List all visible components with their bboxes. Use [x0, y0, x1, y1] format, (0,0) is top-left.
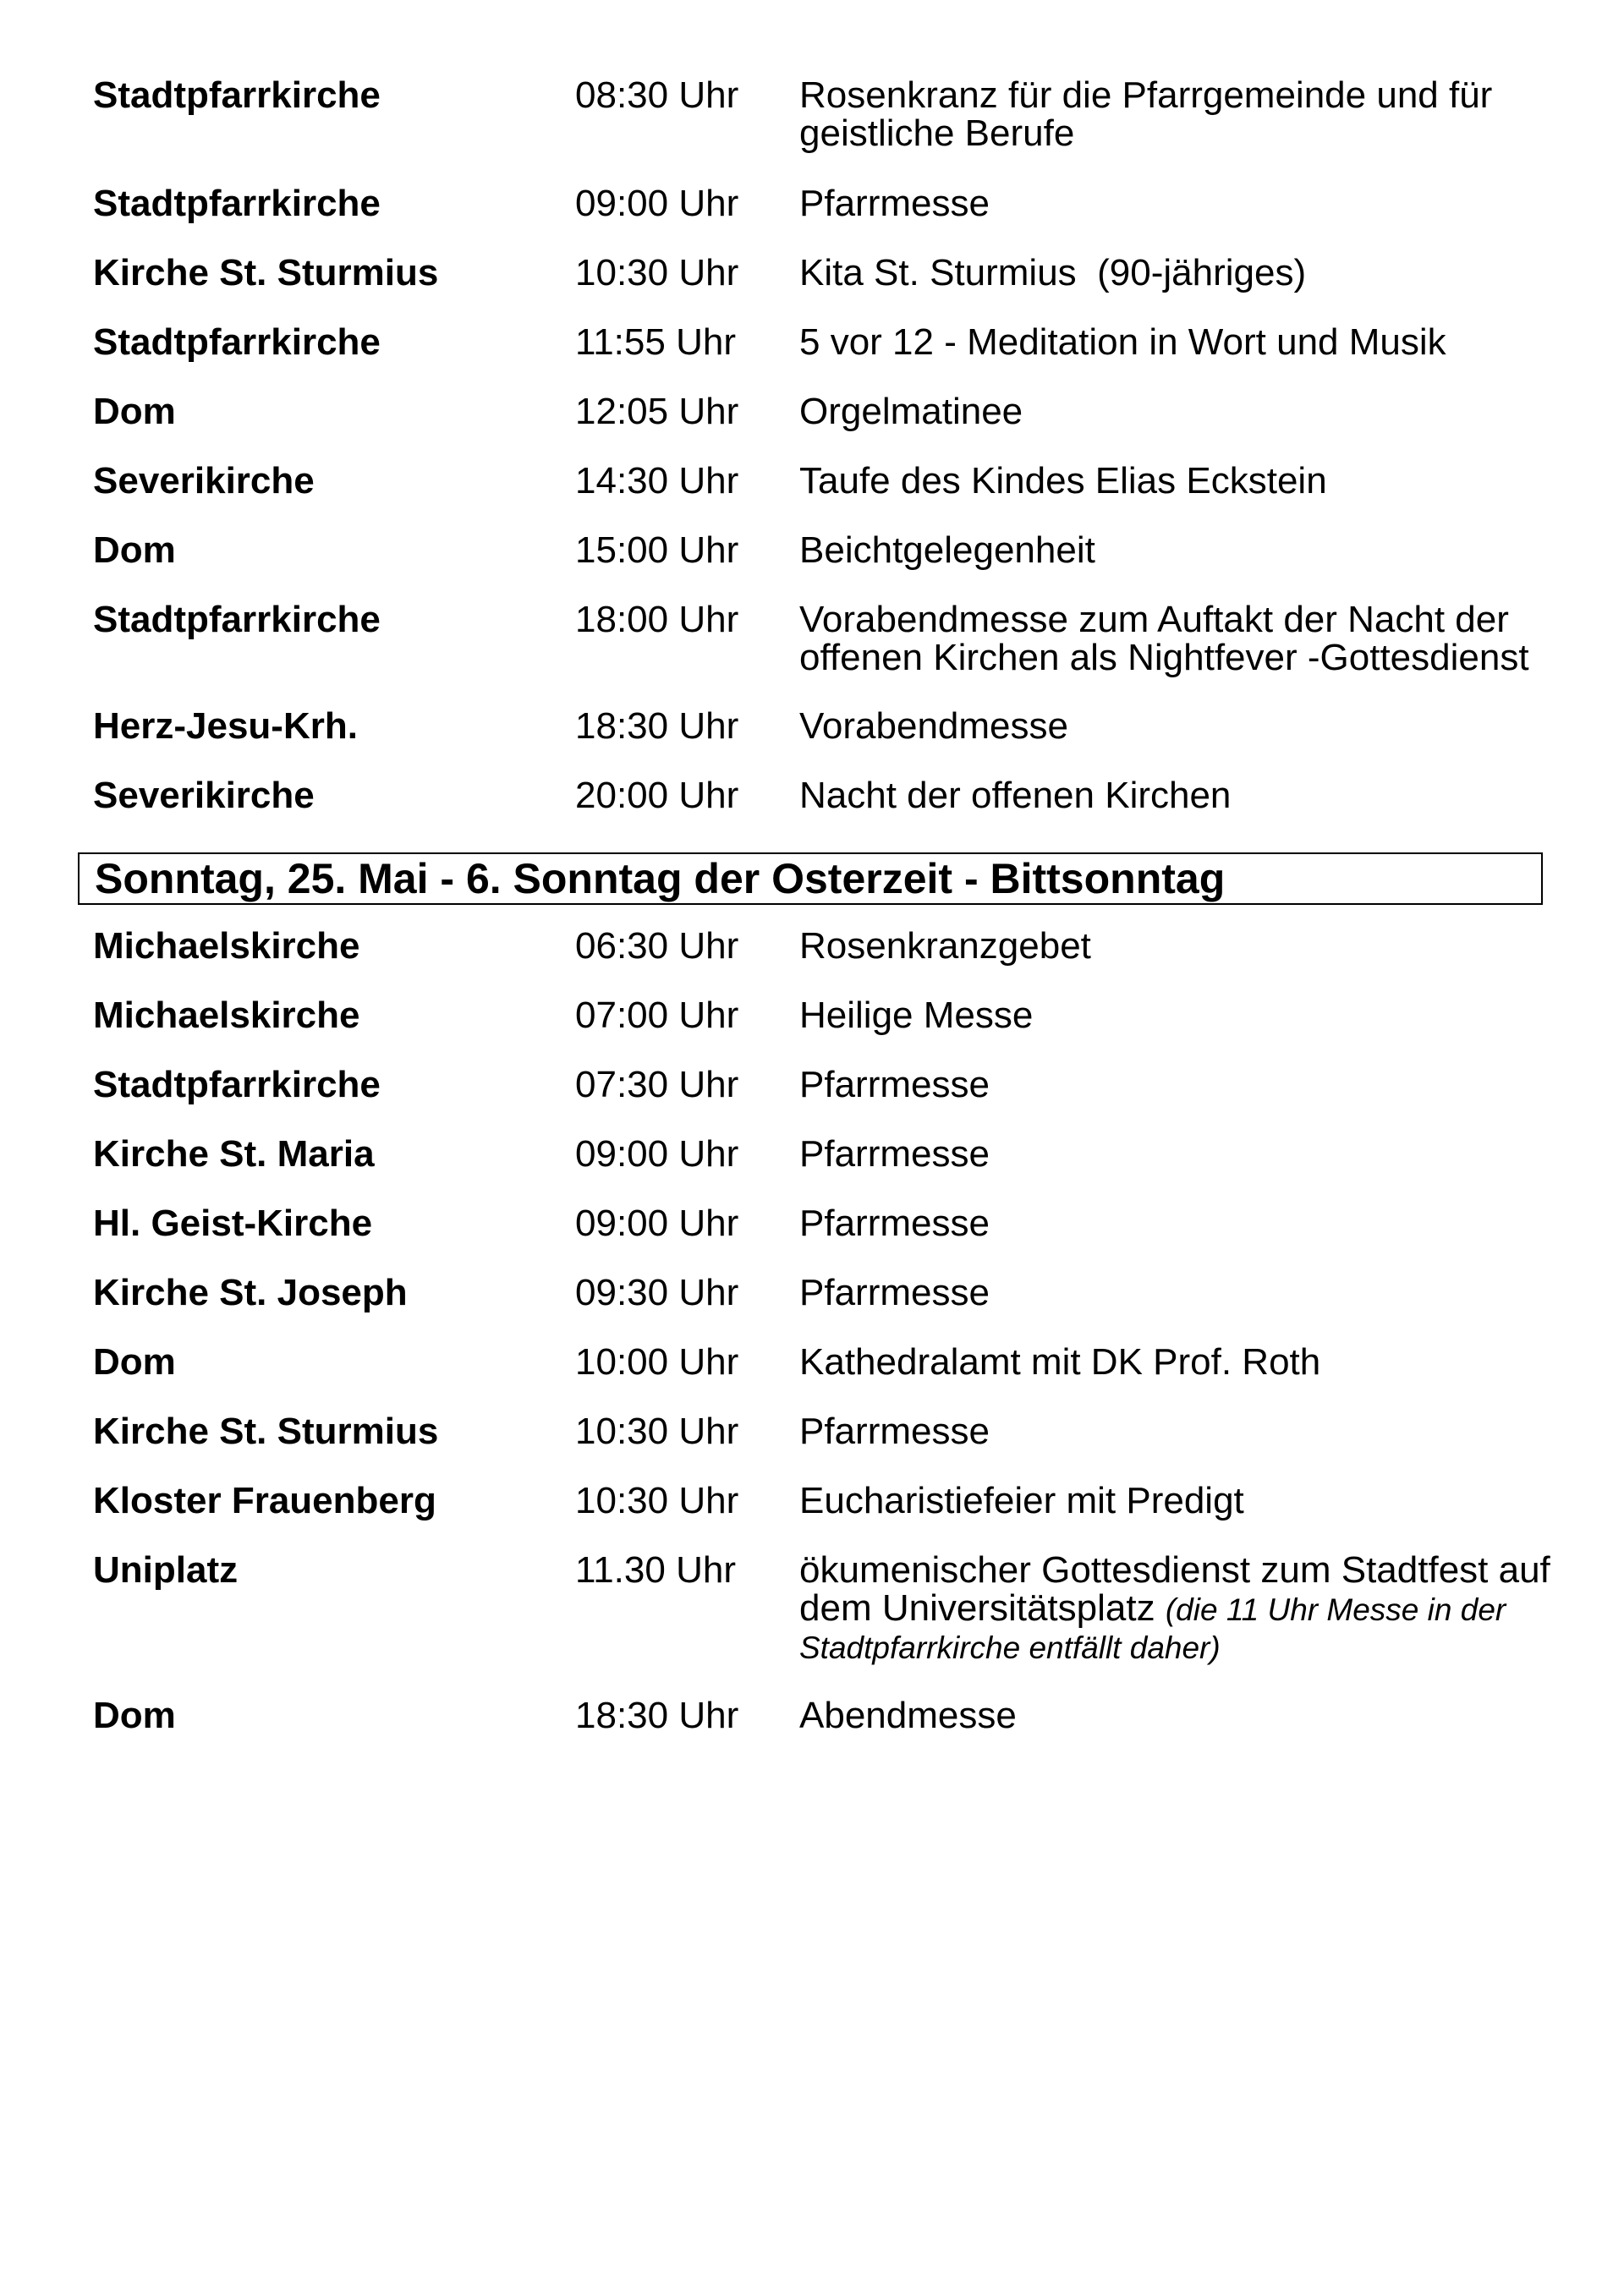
location: Dom: [93, 1341, 176, 1383]
time: 09:30 Uhr: [575, 1272, 739, 1313]
location: Severikirche: [93, 775, 315, 816]
event: Beichtgelegenheit: [799, 529, 1095, 571]
location: Kloster Frauenberg: [93, 1480, 436, 1521]
event: [799, 600, 1529, 677]
time: 20:00 Uhr: [575, 775, 739, 816]
location: Kirche St. Joseph: [93, 1272, 408, 1313]
time: 09:00 Uhr: [575, 1203, 739, 1244]
event: Pfarrmesse: [799, 183, 990, 224]
location: Uniplatz: [93, 1549, 239, 1591]
schedule-row: [93, 927, 1091, 965]
schedule-row: [93, 531, 1095, 569]
time: 15:00 Uhr: [575, 529, 739, 571]
event-line: ökumenischer Gottesdienst zum Stadtfest auf: [799, 1549, 1550, 1591]
event: Nacht der offenen Kirchen: [799, 775, 1232, 816]
schedule-row: [93, 392, 1023, 430]
time: 07:30 Uhr: [575, 1064, 739, 1105]
event: Pfarrmesse: [799, 1064, 990, 1105]
time: 07:00 Uhr: [575, 995, 739, 1036]
event: Pfarrmesse: [799, 1272, 990, 1313]
event: Pfarrmesse: [799, 1411, 990, 1452]
schedule-row: [93, 1204, 990, 1242]
event: Heilige Messe: [799, 995, 1034, 1036]
event-note: (die 11 Uhr Messe in der: [1165, 1592, 1506, 1627]
event: Eucharistiefeier mit Predigt: [799, 1480, 1244, 1521]
location: Herz-Jesu-Krh.: [93, 705, 358, 747]
schedule-row: [93, 1412, 990, 1450]
time: 18:00 Uhr: [575, 599, 739, 640]
location: Stadtpfarrkirche: [93, 321, 381, 363]
event-line: Rosenkranz für die Pfarrgemeinde und für: [799, 74, 1493, 116]
event: Abendmesse: [799, 1695, 1017, 1736]
schedule-row: [93, 254, 1306, 292]
event: Kita St. Sturmius (90-jähriges): [799, 252, 1307, 293]
day-header: Sonntag, 25. Mai - 6. Sonntag der Osterzeit - Bittsonntag: [78, 852, 1543, 905]
event: [799, 1551, 1550, 1667]
schedule-row: [93, 462, 1327, 500]
schedule-row: [93, 1696, 1017, 1734]
event-text: dem Universitätsplatz: [799, 1587, 1155, 1629]
time: 10:00 Uhr: [575, 1341, 739, 1383]
schedule-row: [93, 184, 990, 222]
location: Stadtpfarrkirche: [93, 74, 381, 116]
event: Vorabendmesse: [799, 705, 1068, 747]
time: 18:30 Uhr: [575, 1695, 739, 1736]
event: Orgelmatinee: [799, 391, 1023, 432]
schedule-row: [93, 323, 1446, 361]
schedule-row: [93, 76, 1492, 152]
schedule-row: [93, 1482, 1244, 1520]
schedule-row: [93, 1066, 990, 1104]
event: Rosenkranzgebet: [799, 925, 1091, 967]
time: 14:30 Uhr: [575, 460, 739, 501]
location: Michaelskirche: [93, 925, 360, 967]
location: Severikirche: [93, 460, 315, 501]
schedule-row: [93, 776, 1231, 814]
event: Pfarrmesse: [799, 1203, 990, 1244]
event-line: geistliche Berufe: [799, 112, 1075, 154]
location: Dom: [93, 391, 176, 432]
location: Hl. Geist-Kirche: [93, 1203, 373, 1244]
time: 10:30 Uhr: [575, 1411, 739, 1452]
schedule-row: [93, 1551, 1550, 1667]
event: Kathedralamt mit DK Prof. Roth: [799, 1341, 1321, 1383]
schedule-row: [93, 996, 1033, 1034]
time: 18:30 Uhr: [575, 705, 739, 747]
location: Kirche St. Sturmius: [93, 1411, 439, 1452]
time: 09:00 Uhr: [575, 1133, 739, 1175]
event: 5 vor 12 - Meditation in Wort und Musik: [799, 321, 1446, 363]
event: [799, 76, 1492, 152]
event-line: Vorabendmesse zum Auftakt der Nacht der: [799, 599, 1509, 640]
location: Stadtpfarrkirche: [93, 183, 381, 224]
event: Pfarrmesse: [799, 1133, 990, 1175]
schedule-row: [93, 1135, 990, 1173]
location: Dom: [93, 1695, 176, 1736]
event-line: [799, 1589, 1550, 1629]
schedule-row: [93, 600, 1529, 677]
event: Taufe des Kindes Elias Eckstein: [799, 460, 1327, 501]
time: 12:05 Uhr: [575, 391, 739, 432]
location: Stadtpfarrkirche: [93, 599, 381, 640]
time: 06:30 Uhr: [575, 925, 739, 967]
event-note: Stadtpfarrkirche entfällt daher): [799, 1630, 1221, 1665]
time: 10:30 Uhr: [575, 252, 739, 293]
time: 11:55 Uhr: [575, 321, 736, 363]
location: Kirche St. Sturmius: [93, 252, 439, 293]
schedule-row: [93, 707, 1068, 745]
time: 10:30 Uhr: [575, 1480, 739, 1521]
event-line: offenen Kirchen als Nightfever -Gottesdienst: [799, 637, 1529, 678]
time: 11.30 Uhr: [575, 1549, 736, 1591]
location: Dom: [93, 529, 176, 571]
time: 08:30 Uhr: [575, 74, 739, 116]
location: Kirche St. Maria: [93, 1133, 375, 1175]
location: Stadtpfarrkirche: [93, 1064, 381, 1105]
time: 09:00 Uhr: [575, 183, 739, 224]
schedule-row: [93, 1274, 990, 1312]
location: Michaelskirche: [93, 995, 360, 1036]
schedule-row: [93, 1343, 1320, 1381]
